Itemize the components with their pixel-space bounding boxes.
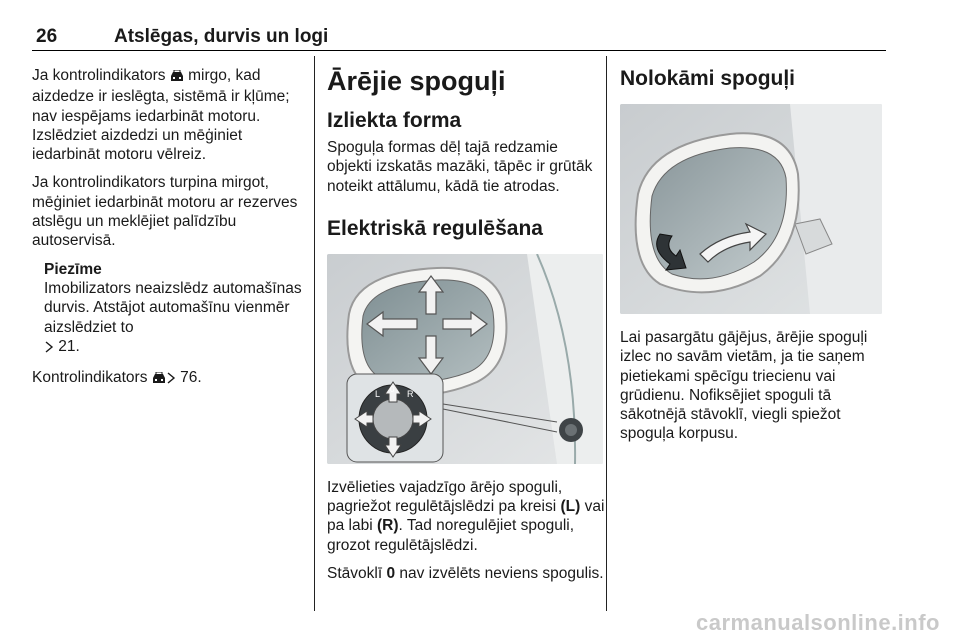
note-text: Imobilizators neaizslēdz automašīnas durvis. Atstājot automašīnu vienmēr aizslēdziet to 21. [44,279,307,358]
paragraph-position-zero: Stāvoklī 0 nav izvēlēts neviens spogulis. [327,565,604,583]
immobilizer-icon [170,68,184,87]
watermark: carmanualsonline.info [696,610,940,635]
paragraph-folding: Lai pasargātu gājējus, ārējie spoguļi izlec no savām vietām, ja tie saņem pietiekami spēcīgu triecienu vai grūdienu. Nofiksējiet spoguli tā sākotnējā stāvoklī, viegli spiežot spoguļa korpusu. [620,329,868,443]
mirror-adjustment-figure [327,254,603,464]
reference-arrow-icon [44,339,54,358]
switch-label-left: L [375,388,381,399]
paragraph-spare-key: Ja kontrolindikators turpina mirgot, mēģiniet iedarbināt motoru ar rezerves atslēgu un meklējiet palīdzību autoservisā. [32,174,298,250]
paragraph-select-mirror: Izvēlieties vajadzīgo ārējo spoguli, pagriežot regulētājslēdzi pa kreisi (L) vai pa labi (R). Tad noregulējiet spoguli, grozot regulētājslēdzi. [327,478,605,554]
paragraph-indicator-flashing: Ja kontrolindikators mirgo, kad aizdedze ir ieslēgta, sistēmā ir kļūme; nav iespējams iedarbināt motoru. Izslēdziet aizdedzi un mēģiniet iedarbināt motoru vēlreiz. [32,67,290,164]
section-title-exterior-mirrors: Ārējie spoguļi [327,66,506,96]
column-divider-2 [606,56,607,611]
reference-arrow-icon [166,370,176,389]
paragraph-convex: Spoguļa formas dēļ tajā redzamie objekti izskatās mazāki, tāpēc ir grūtāk noteikt attālumu, kādā tie atrodas. [327,139,593,195]
switch-pointer-label: 0 [390,384,395,394]
note-block [44,260,307,358]
folding-mirror-figure [620,104,882,314]
paragraph-indicator-ref: Kontrolindikators 76. [32,368,307,389]
immobilizer-icon [152,370,166,389]
note-title: Piezīme [44,260,102,278]
subsection-convex-shape: Izliekta forma [327,109,462,132]
subsection-electric-adjustment: Elektriskā regulēšana [327,216,543,240]
page-number: 26 [36,26,58,47]
page-header [32,26,886,52]
column-2 [314,66,605,592]
column-1 [32,66,307,398]
switch-label-right: R [407,388,414,399]
header-divider [32,50,886,51]
section-title-folding-mirrors: Nolokāmi spoguļi [620,67,796,90]
column-3 [620,66,890,453]
chapter-title: Atslēgas, durvis un logi [114,26,329,47]
